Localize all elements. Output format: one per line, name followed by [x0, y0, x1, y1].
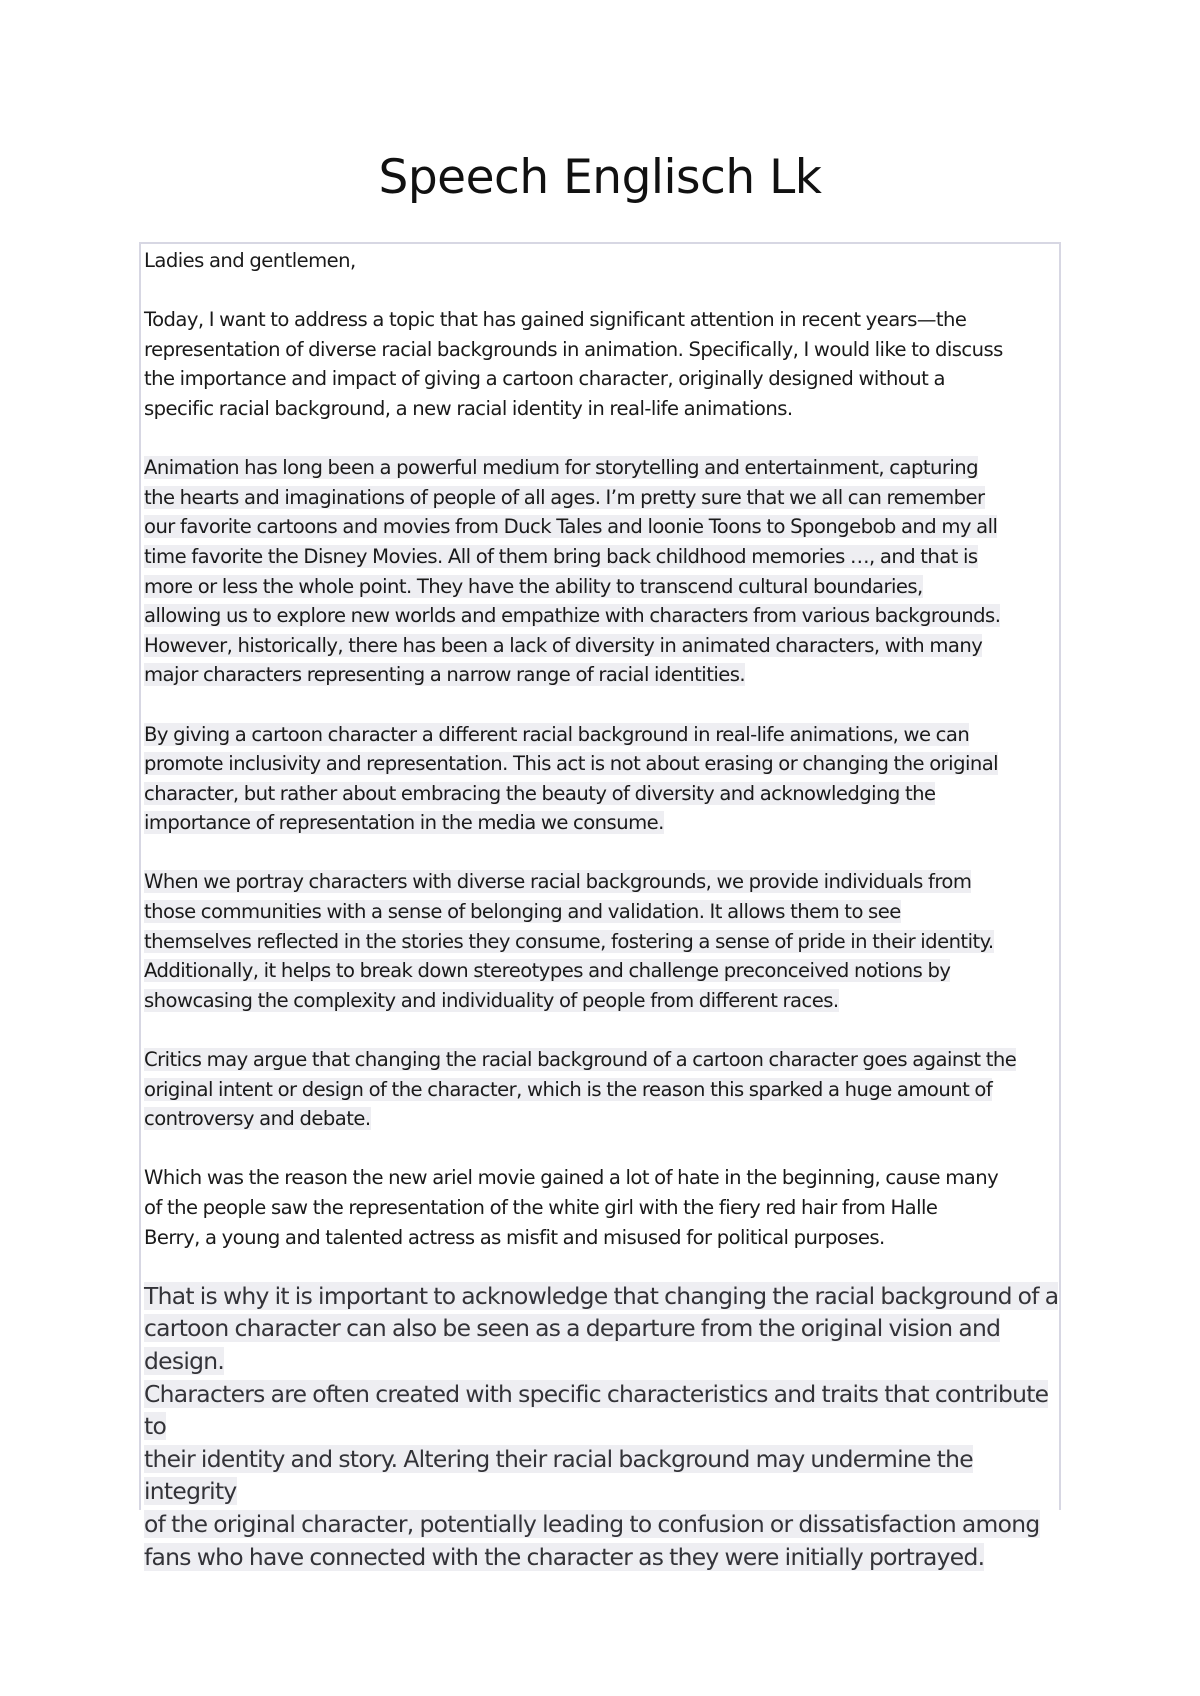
- paragraph-line: showcasing the complexity and individuality of people from different races.: [144, 988, 839, 1012]
- speech-paragraph: [144, 246, 1066, 276]
- paragraph-line: representation of diverse racial backgrounds in animation. Specifically, I would like to discuss: [144, 337, 1003, 361]
- paragraph-line: major characters representing a narrow range of racial identities.: [144, 663, 746, 687]
- paragraph-line: When we portray characters with diverse racial backgrounds, we provide individuals from: [144, 870, 972, 894]
- paragraph-line: original intent or design of the character, which is the reason this sparked a huge amount of: [144, 1077, 993, 1101]
- speech-body: [144, 246, 1066, 1603]
- paragraph-line: controversy and debate.: [144, 1107, 371, 1131]
- paragraph-line: our favorite cartoons and movies from Duck Tales and loonie Toons to Spongebob and my all: [144, 515, 998, 539]
- paragraph-line: However, historically, there has been a lack of diversity in animated characters, with many: [144, 633, 983, 657]
- speech-paragraph: [144, 453, 1066, 690]
- paragraph-line: Critics may argue that changing the racial background of a cartoon character goes against the: [144, 1048, 1017, 1072]
- paragraph-line: promote inclusivity and representation. This act is not about erasing or changing the original: [144, 752, 999, 776]
- paragraph-line: By giving a cartoon character a different racial background in real-life animations, we can: [144, 722, 970, 746]
- paragraph-line: the importance and impact of giving a cartoon character, originally designed without a: [144, 367, 945, 391]
- speech-paragraph: [144, 1280, 1066, 1573]
- paragraph-line: Berry, a young and talented actress as misfit and misused for political purposes.: [144, 1225, 885, 1249]
- paragraph-line: the hearts and imaginations of people of all ages. I’m pretty sure that we all can remember: [144, 485, 985, 509]
- paragraph-line: Additionally, it helps to break down stereotypes and challenge preconceived notions by: [144, 959, 951, 983]
- paragraph-line: importance of representation in the media we consume.: [144, 811, 664, 835]
- paragraph-line: time favorite the Disney Movies. All of them bring back childhood memories …, and that is: [144, 544, 978, 568]
- paragraph-line: Today, I want to address a topic that has gained significant attention in recent years—the: [144, 308, 967, 332]
- paragraph-line: those communities with a sense of belonging and validation. It allows them to see: [144, 900, 901, 924]
- paragraph-line: Characters are often created with specific characteristics and traits that contribute to: [144, 1379, 1049, 1441]
- paragraph-line: fans who have connected with the character as they were initially portrayed.: [144, 1542, 985, 1571]
- paragraph-line: more or less the whole point. They have the ability to transcend cultural boundaries,: [144, 574, 923, 598]
- paragraph-line: specific racial background, a new racial identity in real-life animations.: [144, 396, 793, 420]
- speech-paragraph: [144, 720, 1066, 838]
- paragraph-line: of the original character, potentially leading to confusion or dissatisfaction among: [144, 1509, 1040, 1538]
- speech-paragraph: [144, 1163, 1066, 1252]
- paragraph-line: cartoon character can also be seen as a departure from the original vision and design.: [144, 1314, 1001, 1375]
- paragraph-line: That is why it is important to acknowledge that changing the racial background of a: [144, 1281, 1059, 1310]
- paragraph-line: Animation has long been a powerful medium for storytelling and entertainment, capturing: [144, 456, 979, 480]
- speech-paragraph: [144, 867, 1066, 1015]
- document-title: Speech Englisch Lk: [378, 150, 822, 205]
- paragraph-line: of the people saw the representation of the white girl with the fiery red hair from Halle: [144, 1196, 938, 1219]
- paragraph-line: Ladies and gentlemen,: [144, 249, 356, 272]
- speech-paragraph: [144, 305, 1066, 423]
- paragraph-line: allowing us to explore new worlds and empathize with characters from various backgrounds.: [144, 604, 1001, 628]
- paragraph-line: their identity and story. Altering their racial background may undermine the integrity: [144, 1444, 973, 1506]
- paragraph-line: Which was the reason the new ariel movie gained a lot of hate in the beginning, cause many: [144, 1166, 999, 1190]
- paragraph-line: character, but rather about embracing the beauty of diversity and acknowledging the: [144, 781, 936, 805]
- paragraph-line: themselves reflected in the stories they consume, fostering a sense of pride in their identity.: [144, 929, 994, 953]
- speech-paragraph: [144, 1045, 1066, 1134]
